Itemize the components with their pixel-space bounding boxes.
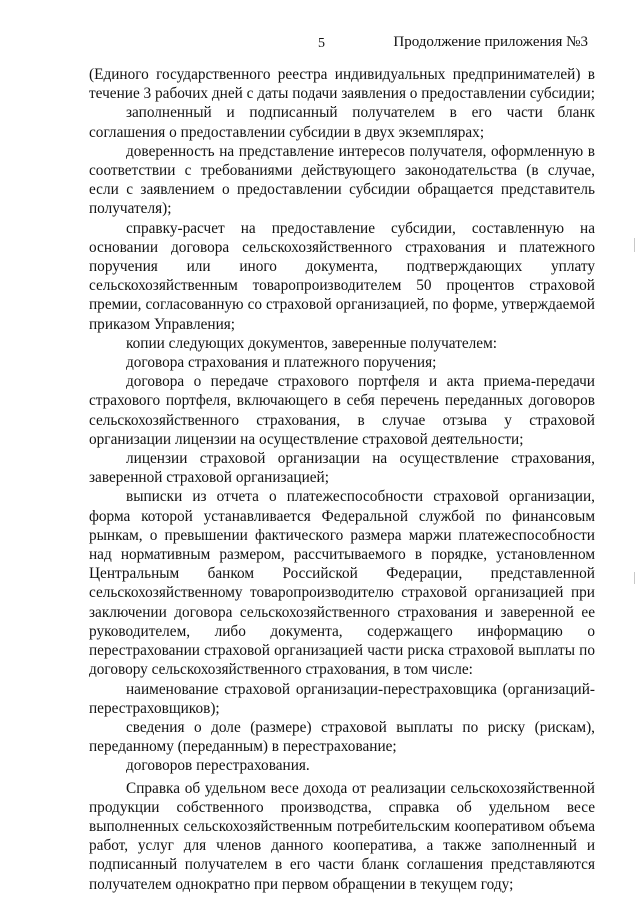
appendix-continuation-note: Продолжение приложения №3: [393, 34, 588, 50]
scan-edge-mark: [634, 238, 635, 252]
scan-edge-mark: [634, 572, 635, 584]
paragraph: лицензии страховой организации на осуществление страхования, заверенной страховой организацией;: [89, 450, 595, 487]
paragraph: копии следующих документов, заверенные получателем:: [126, 334, 498, 352]
paragraph: (Единого государственного реестра индивидуальных предпринимателей) в течение 3 рабочих дней с даты подачи заявления о предоставлении субсидии;: [89, 66, 595, 103]
paragraph: справку-расчет на предоставление субсидии, составленную на основании договора сельскохозяйственного страхования и платежного поручения или иного документа, подтверждающих уплату сельскохозяйственным товаропроизводителем 50 процентов страховой премии, согласованную со страховой организацией, по форме, утверждаемой приказом Управления;: [89, 219, 595, 333]
paragraph: выписки из отчета о платежеспособности страховой организации, форма которой устанавливается Федеральной службой по финансовым рынкам, о превышении фактического размера маржи платежеспособности над нормативным размером, рассчитываемого в порядке, установленном Центральным банком Российской Федерации, представленной сельскохозяйственному товаропроизводителю страховой организацией при заключении договора сельскохозяйственного страхования и заверенной ее руководителем, либо документа, содержащего информацию о перестраховании страховой организацией части риска страховой выплаты по договору сельскохозяйственного страхования, в том числе:: [89, 488, 595, 679]
paragraph: доверенность на представление интересов получателя, оформленную в соответствии с требованиями действующего законодательства (в случае, если с заявлением о предоставлении субсидии обращается представитель получателя);: [89, 142, 595, 218]
page-number: 5: [318, 36, 325, 51]
paragraph: договора страхования и платежного поручения;: [126, 354, 437, 372]
document-body: [89, 65, 595, 894]
paragraph: договора о передаче страхового портфеля и акта приема-передачи страхового портфеля, включающего в себя перечень переданных договоров сельскохозяйственного страхования, в случае отзыва у страховой организации лицензии на осуществление страховой деятельности;: [89, 373, 595, 448]
paragraph: наименование страховой организации-перестраховщика (организаций-перестраховщиков);: [89, 680, 595, 717]
paragraph: Справка об удельном весе дохода от реализации сельскохозяйственной продукции собственного производства, справка об удельном весе выполненных сельскохозяйственным потребительским кооперативом объема работ, услуг для членов данного кооператива, а также заполненный и подписанный получателем в его части бланк соглашения представляются получателем однократно при первом обращении в текущем году;: [89, 779, 595, 893]
paragraph: сведения о доле (размере) страховой выплаты по риску (рискам), переданному (переданным) в перестрахование;: [89, 718, 595, 756]
paragraph: договоров перестрахования.: [126, 757, 310, 775]
paragraph: заполненный и подписанный получателем в его части бланк соглашения о предоставлении субсидии в двух экземплярах;: [89, 104, 595, 141]
